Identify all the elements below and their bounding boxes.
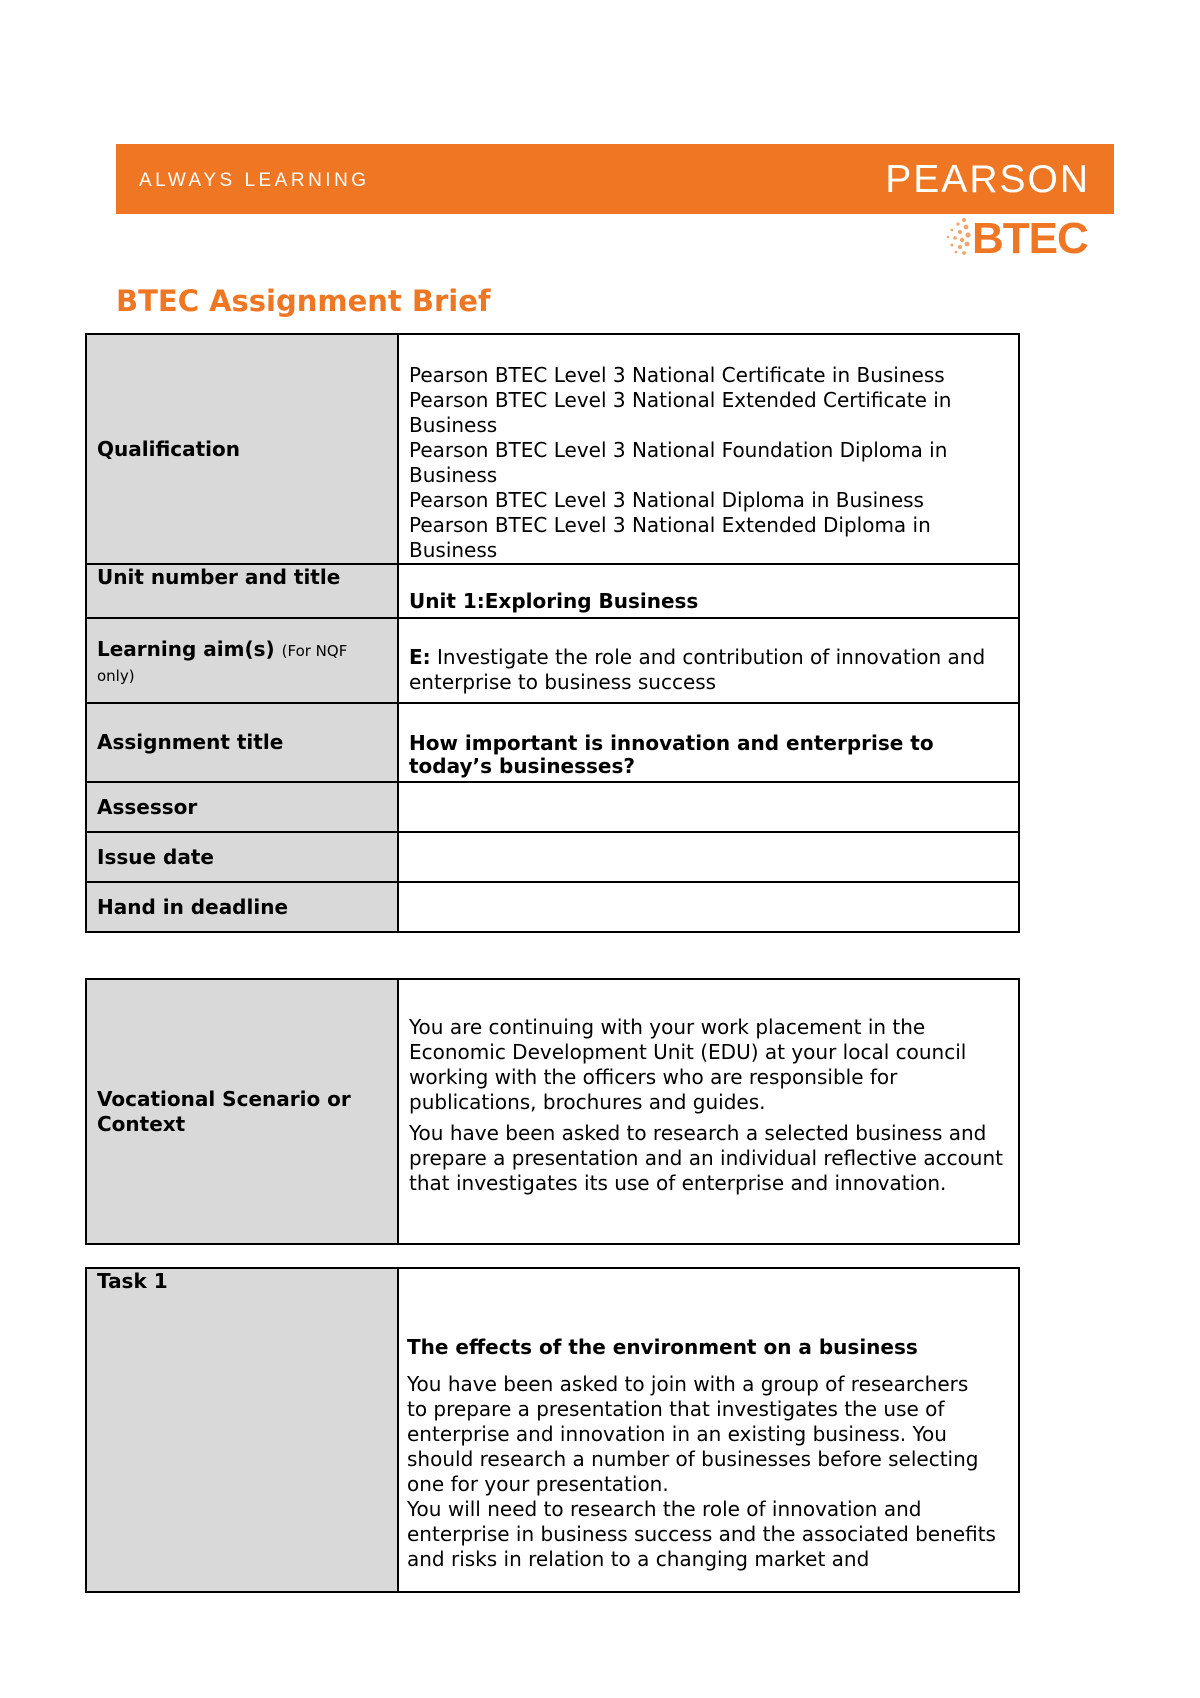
unit-row bbox=[86, 564, 1019, 618]
task1-line: You have been asked to join with a group of researchers bbox=[407, 1372, 969, 1396]
task1-table bbox=[85, 1267, 1020, 1593]
task1-line: You will need to research the role of innovation and bbox=[407, 1497, 922, 1521]
learning-aim-label bbox=[86, 618, 398, 703]
assignment-details-table bbox=[85, 333, 1020, 933]
learning-aim-text: Investigate the role and contribution of innovation and enterprise to business success bbox=[409, 645, 986, 694]
scenario-row bbox=[86, 979, 1019, 1244]
learning-aim-prefix: E: bbox=[409, 645, 431, 669]
qualification-line: Pearson BTEC Level 3 National Foundation Diploma in Business bbox=[409, 438, 948, 487]
document-title: BTEC Assignment Brief bbox=[116, 284, 491, 318]
task1-row bbox=[86, 1268, 1019, 1592]
task1-line: enterprise and innovation in an existing business. You bbox=[407, 1422, 947, 1446]
task1-label: Task 1 bbox=[86, 1268, 398, 1592]
scenario-table bbox=[85, 978, 1020, 1245]
qualification-row bbox=[86, 334, 1019, 564]
issue-date-label: Issue date bbox=[86, 832, 398, 882]
task1-value bbox=[398, 1268, 1019, 1592]
qualification-label: Qualification bbox=[86, 334, 398, 564]
qualification-line: Pearson BTEC Level 3 National Diploma in Business bbox=[409, 488, 924, 512]
task1-line: to prepare a presentation that investigates the use of bbox=[407, 1397, 945, 1421]
assignment-title-row bbox=[86, 703, 1019, 782]
learning-aim-note: (For NQF only) bbox=[97, 642, 348, 685]
task1-line: enterprise in business success and the associated benefits bbox=[407, 1522, 996, 1546]
task1-line: and risks in relation to a changing market and bbox=[407, 1547, 870, 1571]
assessor-value[interactable] bbox=[398, 782, 1019, 832]
pearson-banner bbox=[116, 144, 1114, 214]
scenario-value bbox=[398, 979, 1019, 1244]
deadline-value[interactable] bbox=[398, 882, 1019, 932]
scenario-paragraph: You have been asked to research a selected business and prepare a presentation and an individual reflective account that investigates its use of enterprise and innovation. bbox=[409, 1121, 1003, 1195]
qualification-line: Pearson BTEC Level 3 National Certificate in Business bbox=[409, 363, 945, 387]
task1-line: one for your presentation. bbox=[407, 1472, 669, 1496]
task1-line: should research a number of businesses before selecting bbox=[407, 1447, 979, 1471]
pearson-logo: PEARSON bbox=[885, 158, 1090, 201]
learning-aim-value bbox=[398, 618, 1019, 703]
qualification-value bbox=[398, 334, 1019, 564]
deadline-row bbox=[86, 882, 1019, 932]
assessor-row bbox=[86, 782, 1019, 832]
banner-tagline: ALWAYS LEARNING bbox=[139, 170, 370, 191]
assessor-label: Assessor bbox=[86, 782, 398, 832]
qualification-line: Pearson BTEC Level 3 National Extended Certificate in Business bbox=[409, 388, 952, 437]
assignment-title-value: How important is innovation and enterprise to today’s businesses? bbox=[398, 703, 1019, 782]
deadline-label: Hand in deadline bbox=[86, 882, 398, 932]
task1-heading: The effects of the environment on a business bbox=[407, 1335, 918, 1359]
btec-wordmark: BTEC bbox=[972, 214, 1088, 263]
unit-label: Unit number and title bbox=[86, 564, 398, 618]
btec-dots-icon bbox=[944, 214, 972, 260]
issue-date-row bbox=[86, 832, 1019, 882]
learning-aim-label-text: Learning aim(s) bbox=[97, 637, 275, 661]
learning-aim-row bbox=[86, 618, 1019, 703]
assignment-title-label: Assignment title bbox=[86, 703, 398, 782]
scenario-paragraph: You are continuing with your work placement in the Economic Development Unit (EDU) at your local council working with the officers who are responsible for publications, brochures and guides. bbox=[409, 1015, 967, 1114]
qualification-line: Pearson BTEC Level 3 National Extended Diploma in Business bbox=[409, 513, 931, 562]
unit-value: Unit 1:Exploring Business bbox=[398, 564, 1019, 618]
issue-date-value[interactable] bbox=[398, 832, 1019, 882]
scenario-label: Vocational Scenario or Context bbox=[86, 979, 398, 1244]
btec-logo bbox=[944, 214, 1094, 264]
